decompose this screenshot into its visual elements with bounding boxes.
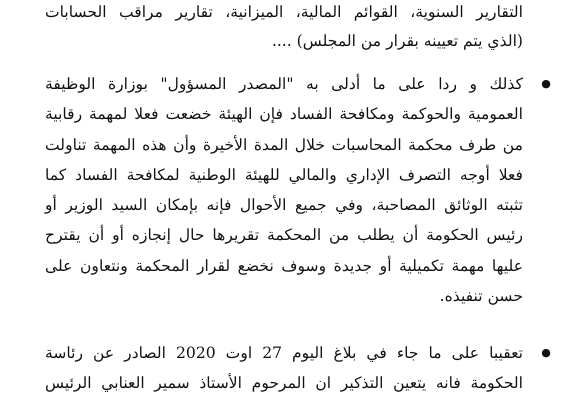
fragment-line: (الذي يتم تعيينه بقرار من المجلس) .... <box>271 32 523 50</box>
bullet-marker-icon: ● <box>541 77 551 90</box>
fragment-line: التقارير السنوية، القوائم المالية، الميزانية، تقارير مراقب الحسابات <box>45 3 523 21</box>
paragraph-line: حسن تنفيذه. <box>439 287 523 305</box>
paragraph-line: تثبته الوثائق المصاحبة، وفي جميع الأحوال فإنه بإمكان السيد الوزير أو <box>45 196 523 214</box>
paragraph-line: العمومية والحوكمة ومكافحة الفساد فإن الهيئة خضعت فعلا لمهمة رقابية <box>45 105 523 123</box>
paragraph-line: تعقيبا على ما جاء في بلاغ اليوم 27 اوت 2020 الصادر عن رئاسة <box>45 344 523 362</box>
bullet-marker-icon: ● <box>541 346 551 359</box>
paragraph-line: رئيس الحكومة أن يطلب من المحكمة تقريرها حال إنجازه أو أن يقترح <box>45 226 523 244</box>
paragraph-line: فعلا أوجه التصرف الإداري والمالي للهيئة الوطنية لمكافحة الفساد كما <box>45 166 523 184</box>
paragraph-line: من طرف محكمة المحاسبات خلال المدة الأخيرة وأن هذه المهمة تناولت <box>45 136 523 154</box>
paragraph-line: عليها مهمة تكميلية أو جديدة وسوف نخضع لقرار المحكمة ونتعاون على <box>45 257 523 275</box>
paragraph-line: كذلك و ردا على ما أدلى به "المصدر المسؤول" بوزارة الوظيفة <box>45 75 523 93</box>
paragraph-line: الحكومة فانه يتعين التذكير ان المرحوم الأستاذ سمير العنابي الرئيس <box>45 374 523 392</box>
